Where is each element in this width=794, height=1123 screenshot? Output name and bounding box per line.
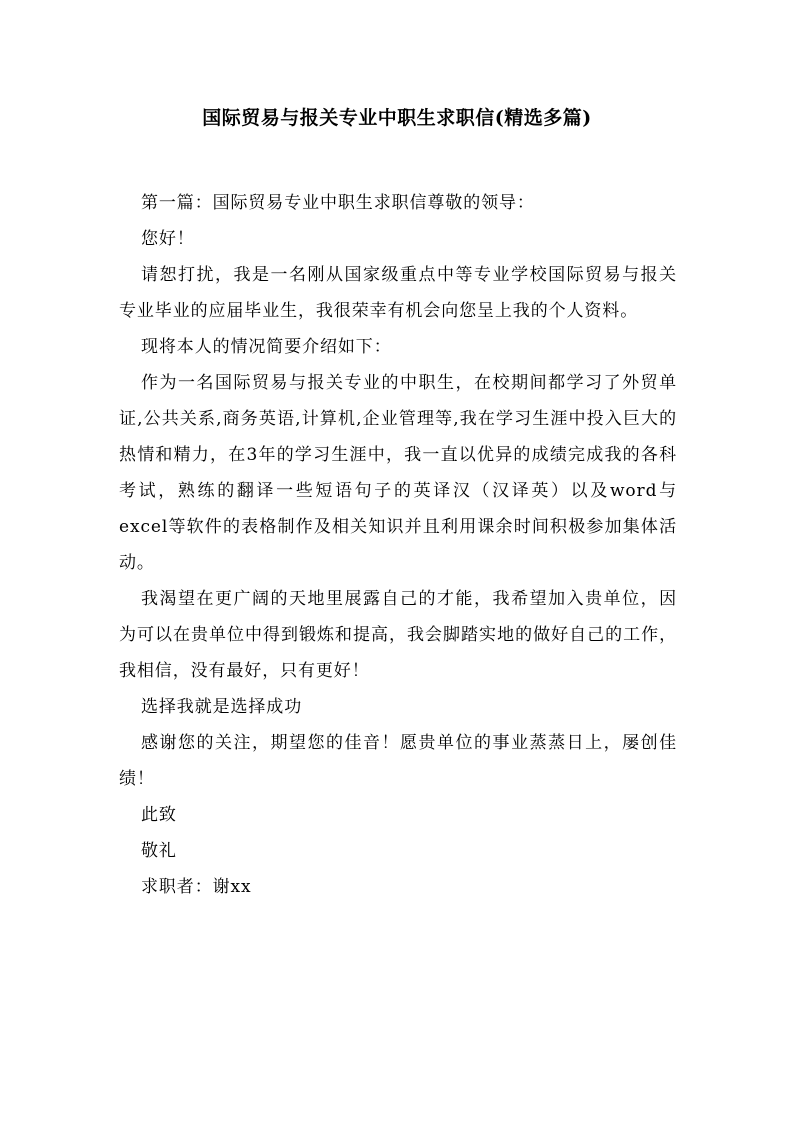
paragraph-greeting-heading: 第一篇：国际贸易专业中职生求职信尊敬的领导： bbox=[141, 193, 535, 213]
paragraph-regards: 敬礼 bbox=[141, 841, 177, 861]
document-body bbox=[119, 185, 677, 905]
paragraph-slogan: 选择我就是选择成功 bbox=[141, 697, 303, 717]
paragraph-overview: 现将本人的情况简要介绍如下： bbox=[141, 337, 392, 357]
paragraph-thanks: 感谢您的关注，期望您的佳音！愿贵单位的事业蒸蒸日上，屡创佳绩！ bbox=[119, 733, 677, 789]
document-title: 国际贸易与报关专业中职生求职信(精选多篇) bbox=[202, 107, 592, 129]
paragraph-salutation: 您好！ bbox=[141, 229, 195, 249]
paragraph-signature: 求职者：谢xx bbox=[141, 877, 252, 897]
paragraph-aspiration: 我渴望在更广阔的天地里展露自己的才能，我希望加入贵单位，因为可以在贵单位中得到锻炼和提高，我会脚踏实地的做好自己的工作，我相信，没有最好，只有更好！ bbox=[119, 589, 677, 681]
paragraph-closing: 此致 bbox=[141, 805, 177, 825]
paragraph-introduction: 请恕打扰，我是一名刚从国家级重点中等专业学校国际贸易与报关专业毕业的应届毕业生，我很荣幸有机会向您呈上我的个人资料。 bbox=[119, 265, 677, 321]
paragraph-studies: 作为一名国际贸易与报关专业的中职生，在校期间都学习了外贸单证,公共关系,商务英语,计算机,企业管理等,我在学习生涯中投入巨大的热情和精力，在3年的学习生涯中，我一直以优异的成绩完成我的各科考试，熟练的翻译一些短语句子的英译汉（汉译英）以及word与excel等软件的表格制作及相关知识并且利用课余时间积极参加集体活动。 bbox=[119, 373, 677, 573]
